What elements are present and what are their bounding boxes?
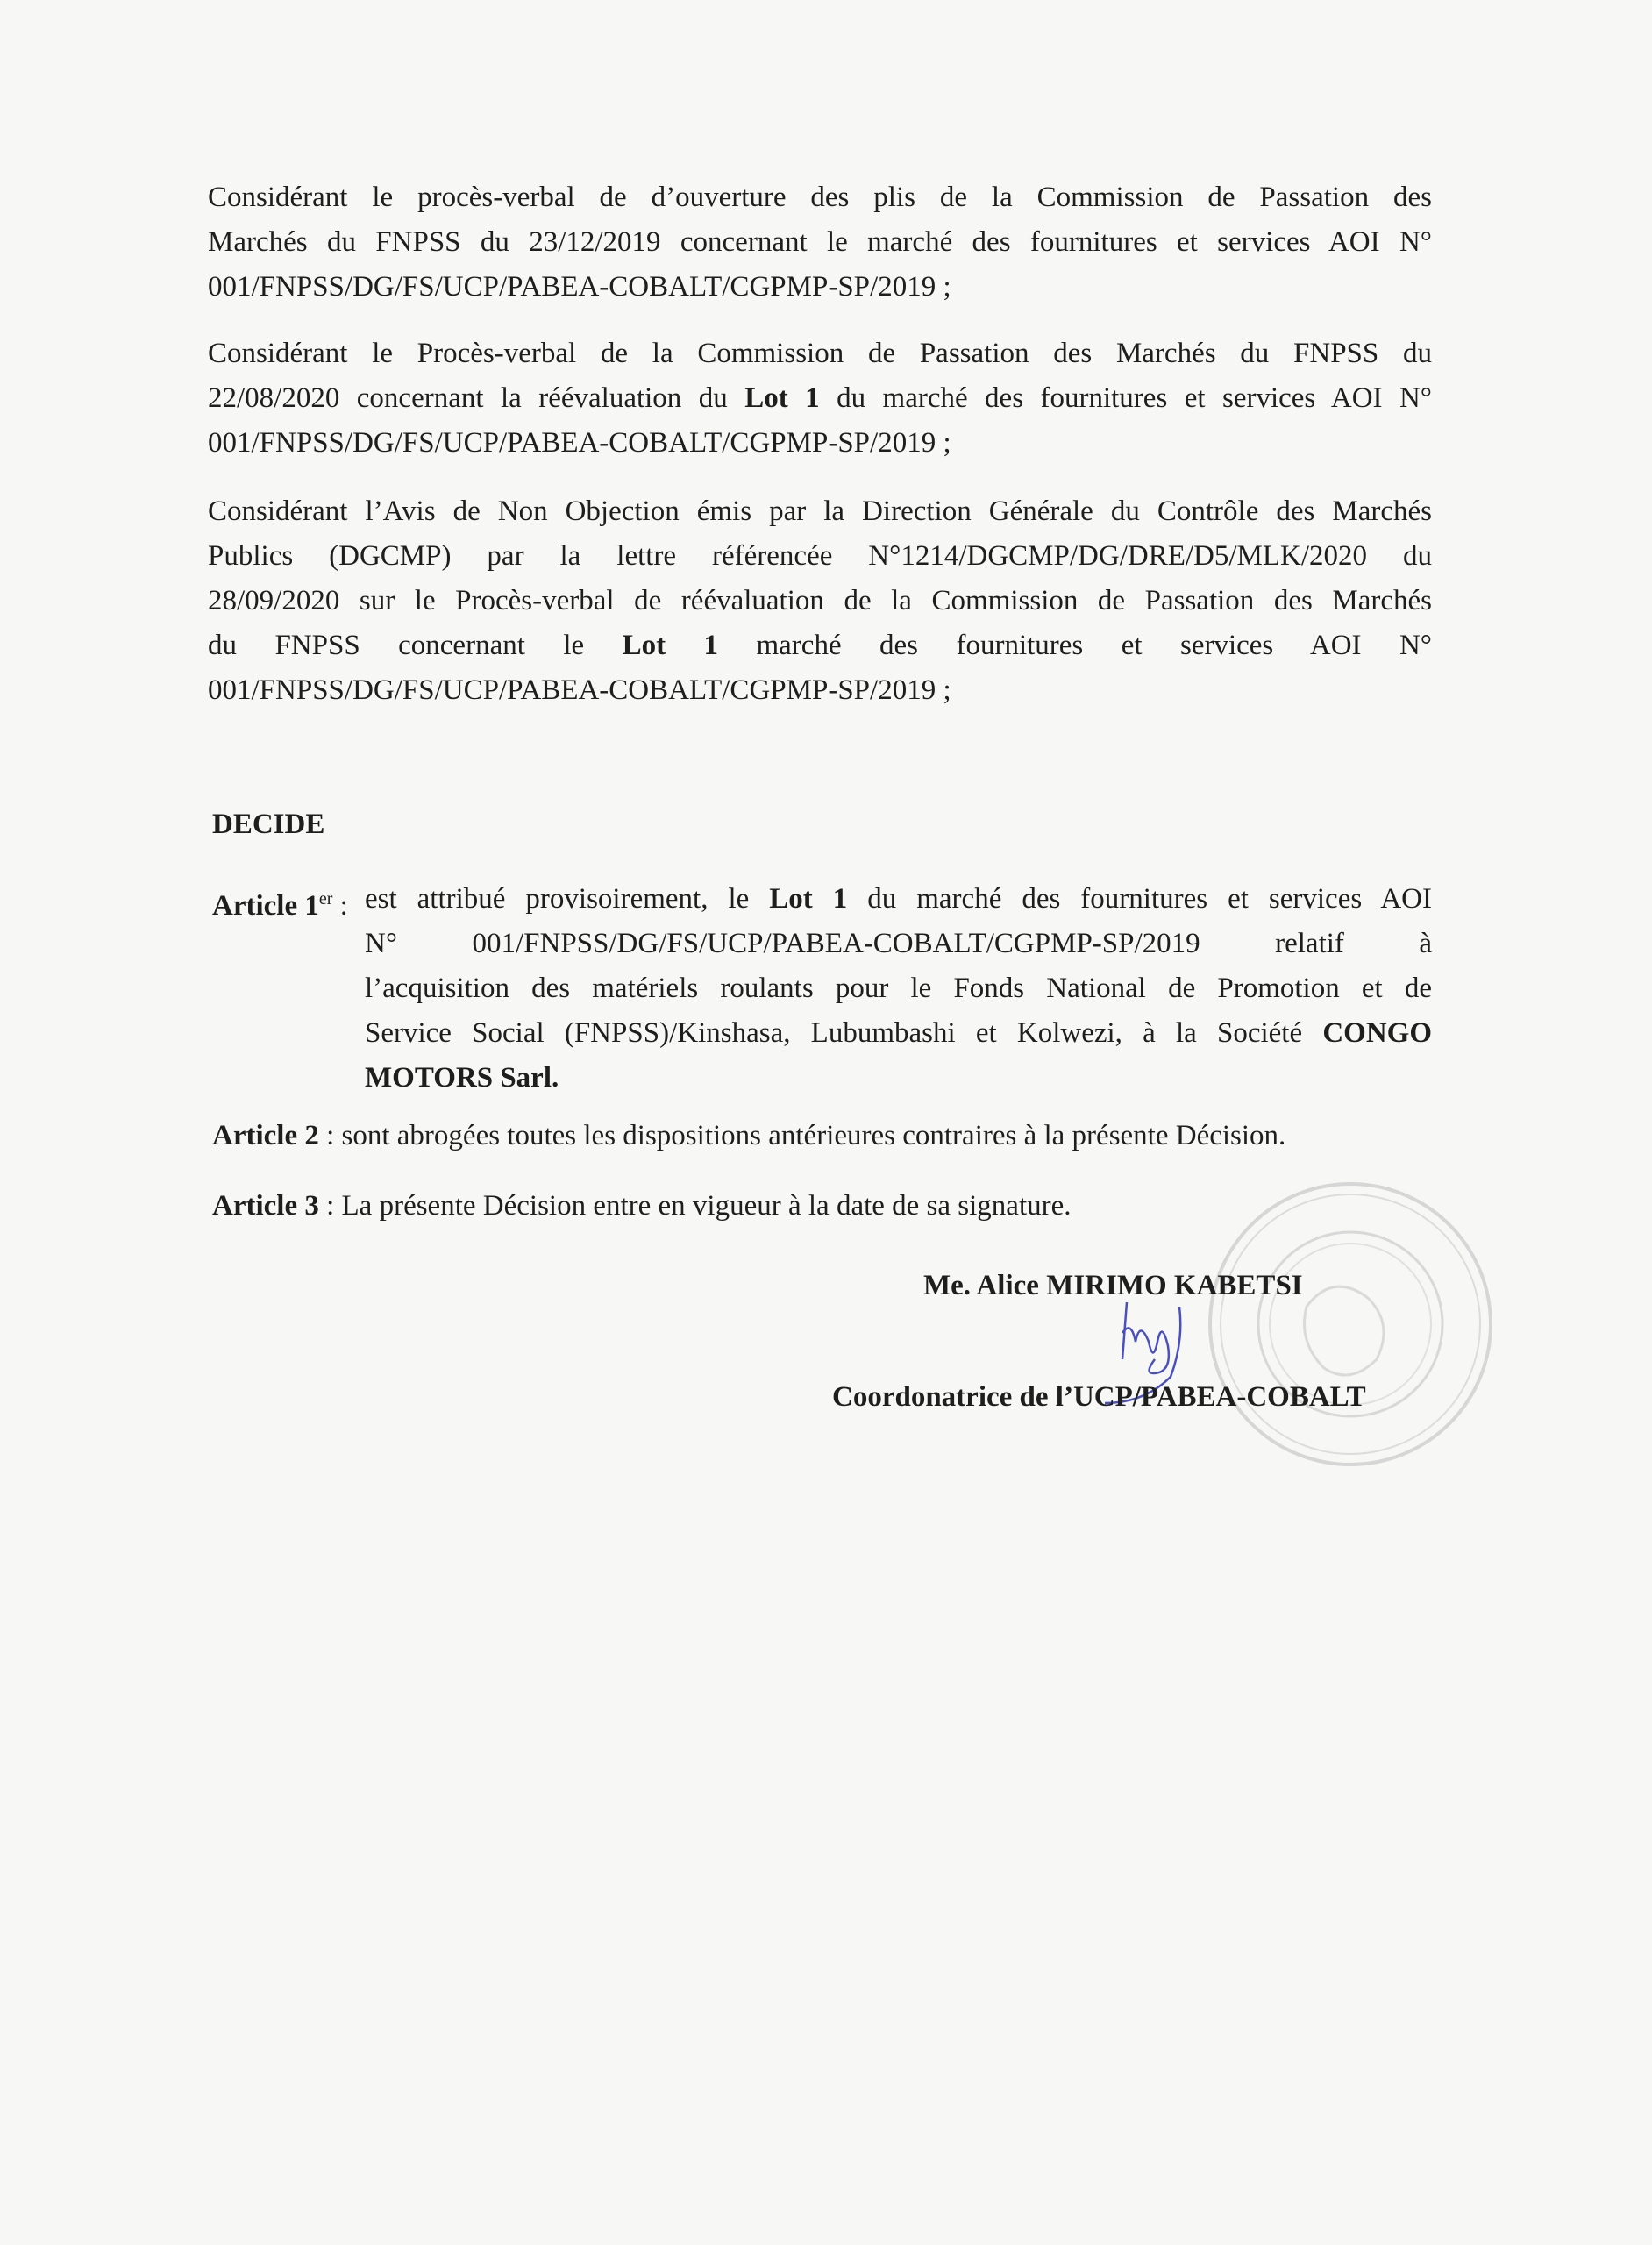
text-segment: 001/FNPSS/DG/FS/UCP/PABEA-COBALT/CGPMP-SP/2019 ; (208, 427, 951, 459)
text-line (365, 1056, 1432, 1101)
text-segment: du marché des fournitures et services AOI N° (819, 382, 1433, 414)
text-segment: du FNPSS concernant le (208, 630, 623, 661)
text-segment: Considérant l’Avis de Non Objection émis par la Direction Générale du Contrôle des Marchés (208, 495, 1432, 527)
article-1-body (365, 877, 1432, 1101)
text-line (208, 534, 1432, 579)
text-line (365, 1011, 1432, 1056)
text-segment: marché des fournitures et services AOI N° (718, 630, 1433, 661)
article-3: Article 3 : La présente Décision entre en vigueur à la date de sa signature. (212, 1190, 1072, 1222)
considerant-paragraph (208, 175, 1432, 310)
text-segment: est attribué provisoirement, le (365, 883, 770, 915)
article-1-label: Article 1er : (212, 889, 348, 922)
text-line (208, 220, 1432, 265)
text-line (208, 265, 1432, 310)
text-segment: 001/FNPSS/DG/FS/UCP/PABEA-COBALT/CGPMP-SP/2019 ; (208, 674, 951, 706)
text-line (208, 489, 1432, 534)
signatory-title: Coordonatrice de l’UCP/PABEA-COBALT (832, 1381, 1366, 1413)
considerant-paragraph (208, 489, 1432, 713)
text-segment: l’acquisition des matériels roulants pour le Fonds National de Promotion et de (365, 973, 1432, 1004)
text-segment: 001/FNPSS/DG/FS/UCP/PABEA-COBALT/CGPMP-SP/2019 ; (208, 271, 951, 303)
text-segment: Considérant le Procès-verbal de la Commission de Passation des Marchés du FNPSS du (208, 338, 1432, 369)
bold-text: Lot 1 (744, 382, 820, 414)
text-line (208, 376, 1432, 421)
text-line (208, 668, 1432, 713)
bold-text: MOTORS Sarl. (365, 1062, 559, 1094)
embossed-seal (1201, 1175, 1499, 1473)
considerant-paragraph (208, 331, 1432, 466)
text-line (208, 579, 1432, 624)
text-segment: Service Social (FNPSS)/Kinshasa, Lubumbashi et Kolwezi, à la Société (365, 1017, 1323, 1049)
text-line (208, 331, 1432, 376)
text-segment: 22/08/2020 concernant la réévaluation du (208, 382, 745, 414)
text-line (208, 624, 1432, 668)
text-segment: du marché des fournitures et services AOI (847, 883, 1433, 915)
signatory-name: Me. Alice MIRIMO KABETSI (923, 1270, 1303, 1301)
text-line (208, 175, 1432, 220)
bold-text: Lot 1 (769, 883, 848, 915)
article-1-sup: er (318, 889, 333, 909)
article-2: Article 2 : sont abrogées toutes les dispositions antérieures contraires à la présente Décision. (212, 1120, 1286, 1151)
bold-text: Lot 1 (622, 630, 719, 661)
decide-heading: DECIDE (212, 809, 325, 840)
text-line (365, 877, 1432, 922)
bold-text: CONGO (1322, 1017, 1432, 1049)
text-line (208, 421, 1432, 466)
text-line (365, 922, 1432, 966)
text-segment: 28/09/2020 sur le Procès-verbal de réévaluation de la Commission de Passation des Marchés (208, 585, 1432, 616)
text-segment: Marchés du FNPSS du 23/12/2019 concernant le marché des fournitures et services AOI N° (208, 226, 1432, 258)
text-line (365, 966, 1432, 1011)
text-segment: Publics (DGCMP) par la lettre référencée N°1214/DGCMP/DG/DRE/D5/MLK/2020 du (208, 540, 1432, 572)
text-segment: N° 001/FNPSS/DG/FS/UCP/PABEA-COBALT/CGPMP-SP/2019 relatif à (365, 928, 1432, 959)
text-segment: Considérant le procès-verbal de d’ouverture des plis de la Commission de Passation des (208, 182, 1432, 213)
